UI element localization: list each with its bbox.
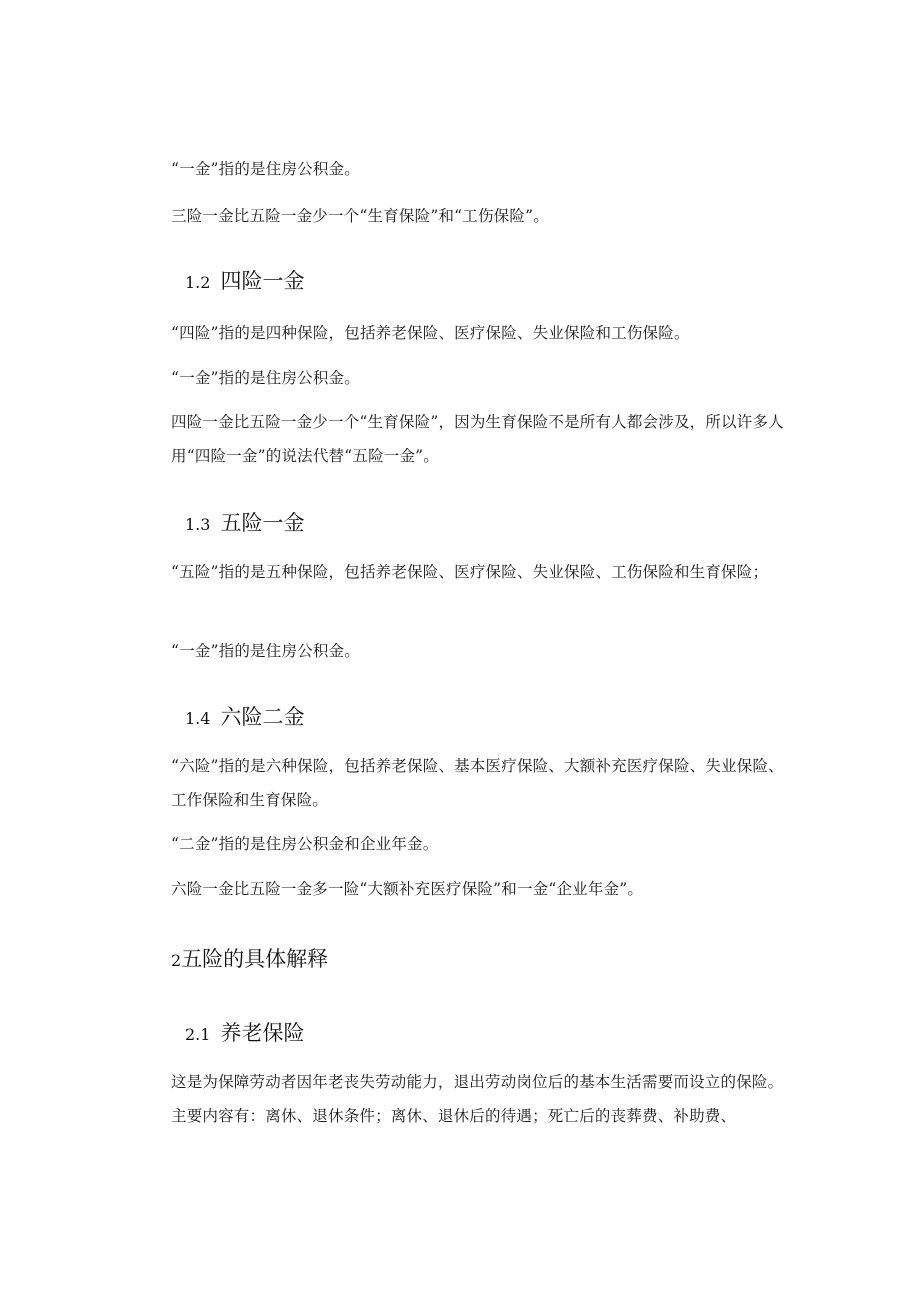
chapter-title: 五险的具体解释 — [181, 947, 329, 971]
section-number: 1.2 — [185, 273, 211, 292]
section-heading-1-2 — [185, 266, 304, 298]
paragraph: “六险”指的是六种保险，包括养老保险、基本医疗保险、大额补充医疗保险、失业保险、工作保险和生育保险。 — [171, 757, 784, 809]
section-number: 1.3 — [185, 515, 211, 534]
section-heading-1-4 — [185, 702, 304, 734]
section-heading-2-1 — [185, 1018, 304, 1050]
paragraph: 这是为保障劳动者因年老丧失劳动能力，退出劳动岗位后的基本生活需要而设立的保险。主要内容有：离休、退休条件；离休、退休后的待遇；死亡后的丧葬费、补助费、 — [171, 1073, 784, 1125]
paragraph: “四险”指的是四种保险，包括养老保险、医疗保险、失业保险和工伤保险。 — [171, 324, 690, 342]
paragraph: “一金”指的是住房公积金。 — [171, 642, 360, 660]
chapter-heading-2 — [171, 944, 328, 976]
section-number: 2.1 — [185, 1025, 211, 1044]
paragraph: “一金”指的是住房公积金。 — [171, 160, 360, 178]
section-number: 1.4 — [185, 709, 211, 728]
section-title: 五险一金 — [220, 511, 305, 535]
paragraph: “五险”指的是五种保险，包括养老保险、医疗保险、失业保险、工伤保险和生育保险； — [171, 563, 769, 581]
paragraph: “一金”指的是住房公积金。 — [171, 369, 360, 387]
paragraph: “二金”指的是住房公积金和企业年金。 — [171, 835, 439, 853]
section-title: 四险一金 — [220, 269, 305, 293]
paragraph: 四险一金比五险一金少一个“生育保险”，因为生育保险不是所有人都会涉及，所以许多人用“四险一金”的说法代替“五险一金”。 — [171, 413, 784, 465]
chapter-number: 2 — [171, 951, 182, 970]
paragraph: 六险一金比五险一金多一险“大额补充医疗保险”和一金“企业年金”。 — [171, 880, 644, 898]
section-heading-1-3 — [185, 508, 304, 540]
paragraph: 三险一金比五险一金少一个“生育保险”和“工伤保险”。 — [171, 207, 549, 225]
section-title: 六险二金 — [220, 705, 305, 729]
section-title: 养老保险 — [220, 1021, 305, 1045]
